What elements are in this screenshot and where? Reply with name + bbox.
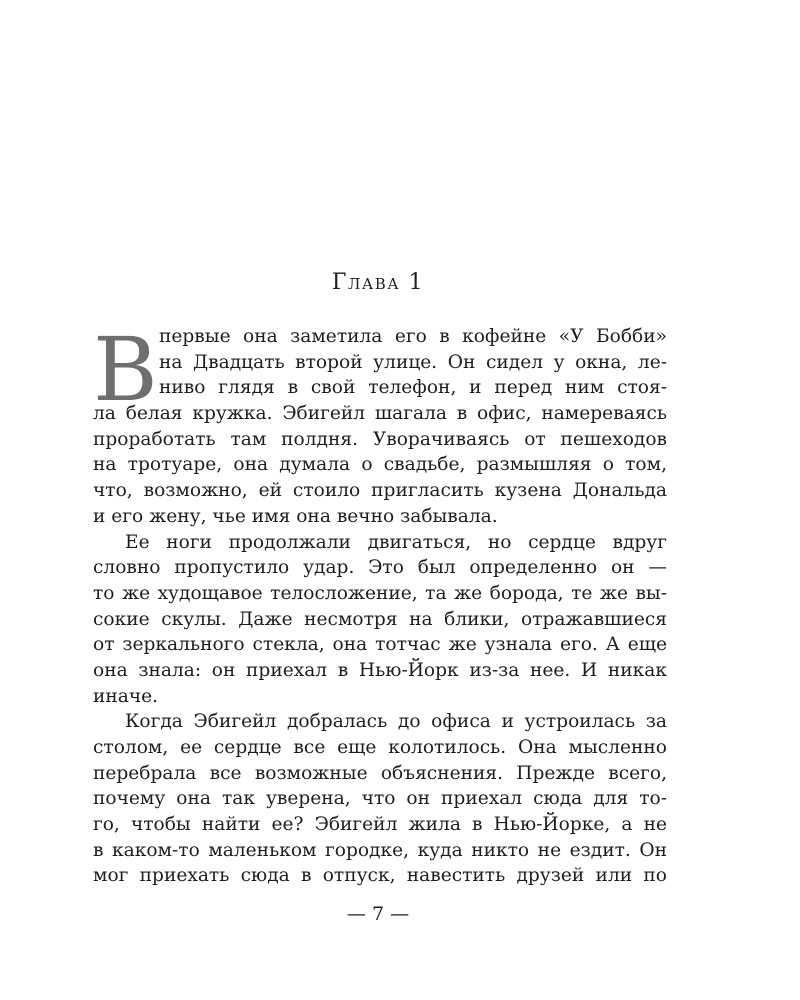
- text-line: она знала: он приехал в Нью-Йорк из-за нее. И никак: [93, 659, 667, 681]
- text-line: перебрала все возможные объяснения. Прежде всего,: [93, 762, 667, 784]
- text-line: мог приехать сюда в отпуск, навестить друзей или по: [93, 865, 667, 887]
- text-line: что, возможно, ей стоило пригласить кузена Дональда: [93, 480, 667, 502]
- paragraph-2: [93, 530, 667, 710]
- text-line: первые она заметила его в кофейне «У Бобби»: [159, 326, 667, 347]
- text-line: то же худощавое телосложение, та же борода, те же вы-: [93, 582, 667, 604]
- text-line: иначе.: [93, 685, 159, 707]
- chapter-title: Глава 1: [331, 270, 425, 295]
- text-line: го, чтобы найти ее? Эбигейл жила в Нью-Йорке, а не: [93, 814, 667, 836]
- drop-cap-letter: В: [93, 318, 158, 421]
- text-line: столом, ее сердце все еще колотилось. Она мысленно: [93, 737, 667, 758]
- text-line: на тротуаре, она думала о свадьбе, размышляя о том,: [93, 454, 667, 476]
- text-line: ниво глядя в свой телефон, и перед ним стоя-: [159, 377, 667, 399]
- text-line: Когда Эбигейл добралась до офиса и устроилась за: [125, 711, 667, 733]
- page-number: — 7 —: [346, 903, 410, 925]
- text-line: в каком-то маленьком городке, куда никто не ездит. Он: [93, 839, 667, 861]
- text-line: ла белая кружка. Эбигейл шагала в офис, намереваясь: [93, 403, 667, 425]
- text-line: на Двадцать второй улице. Он сидел у окна, ле-: [159, 351, 667, 373]
- paragraph-3: [93, 709, 667, 889]
- body-text: [93, 318, 667, 889]
- paragraph-1: [93, 318, 667, 530]
- text-line: словно пропустило удар. Это был определенно он —: [93, 557, 667, 579]
- text-line: почему она так уверена, что он приехал сюда для то-: [93, 788, 667, 810]
- text-line: от зеркального стекла, она тотчас же узнала его. А еще: [93, 634, 667, 656]
- text-line: сокие скулы. Даже несмотря на блики, отражавшиеся: [93, 608, 667, 630]
- text-line: Ее ноги продолжали двигаться, но сердце вдруг: [125, 531, 667, 553]
- text-line: проработать там полдня. Уворачиваясь от пешеходов: [93, 428, 667, 450]
- text-line: и его жену, чье имя она вечно забывала.: [93, 505, 498, 527]
